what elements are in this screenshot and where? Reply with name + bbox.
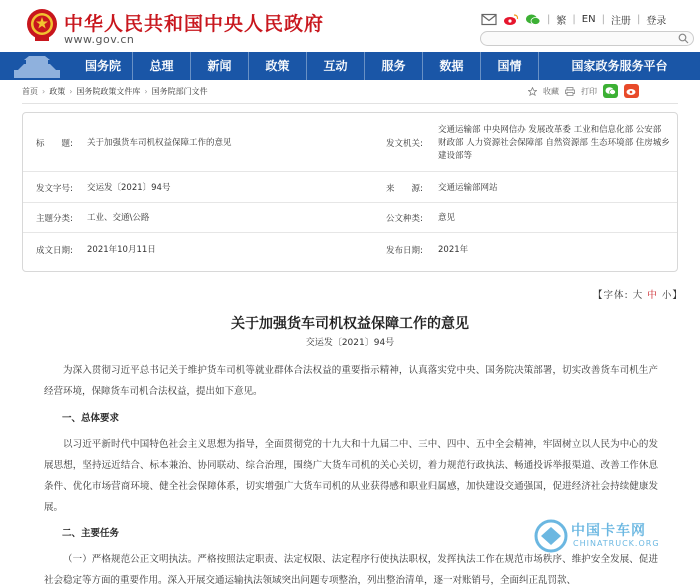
source-label: 来 源: [386,184,423,194]
doctype-value: 意见 [438,213,456,223]
weibo-share-icon[interactable] [624,84,639,98]
nav-item-state-council[interactable]: 国务院 [84,59,121,73]
mail-icon[interactable] [481,13,497,26]
breadcrumb-policy[interactable]: 政策 [49,87,66,96]
top-links [481,12,666,27]
lang-traditional-link[interactable]: 繁 [556,16,567,27]
info-row-title [23,113,677,172]
breadcrumb-dept-docs[interactable]: 国务院部门文件 [151,87,208,96]
pubdate-value: 2021年 [438,245,469,255]
breadcrumb [0,80,700,102]
star-icon[interactable] [528,87,537,96]
date-value: 2021年10月11日 [87,245,156,255]
main-nav [0,52,700,80]
separator: | [547,14,551,25]
nav-item-interaction[interactable]: 互动 [306,52,364,80]
chinatruck-watermark [533,516,693,556]
font-size-control [593,287,683,301]
source-value: 交通运输部网站 [438,183,498,193]
tiananmen-icon [0,52,74,80]
separator: | [572,14,576,25]
title-value: 关于加强货车司机权益保障工作的意见 [87,138,232,148]
docno-label: 发文字号: [36,184,73,194]
chinatruck-logo-icon [533,519,569,553]
font-medium-button[interactable]: 中 [647,290,658,301]
font-large-button[interactable]: 大 [632,290,644,301]
title-label: 标 题: [36,139,73,149]
nav-item-national-info[interactable]: 国情 [480,52,538,80]
nav-item-service[interactable]: 服务 [364,52,422,80]
wechat-icon[interactable] [525,13,541,26]
site-header [0,0,700,52]
breadcrumb-policy-library[interactable]: 国务院政策文件库 [76,87,141,96]
breadcrumb-separator-icon: › [144,87,148,96]
search-input[interactable] [480,31,694,46]
document-info-table [22,112,678,272]
article-docno: 交运发〔2021〕94号 [305,338,395,348]
page-actions [528,84,639,98]
favorite-button[interactable]: 收藏 [543,86,559,96]
section-heading-2: 二、主要任务 [62,528,120,539]
watermark-en-text: CHINATRUCK.ORG [573,539,660,548]
date-label: 成文日期: [36,246,73,256]
nav-item-premier[interactable]: 总理 [132,52,190,80]
separator: | [636,14,641,25]
info-row-docno [23,172,677,203]
search-icon[interactable] [678,33,689,44]
print-button[interactable]: 打印 [581,86,597,96]
site-title[interactable]: 中华人民共和国中央人民政府 [64,13,325,35]
breadcrumb-home[interactable]: 首页 [22,87,38,96]
font-small-button[interactable]: 小 [661,290,673,301]
lang-english-link[interactable]: EN [581,14,596,25]
nav-items [74,52,700,80]
pubdate-label: 发布日期: [386,246,423,256]
nav-item-policy[interactable]: 政策 [248,52,306,80]
breadcrumb-separator-icon: › [42,87,46,96]
breadcrumb-divider [22,103,678,104]
separator: | [601,14,605,25]
wechat-share-icon[interactable] [603,84,618,98]
topic-value: 工业、交通\公路 [87,213,150,223]
nav-banner [0,52,74,80]
login-link[interactable]: 登录 [646,16,667,27]
doctype-label: 公文种类: [386,214,423,224]
issuer-value: 交通运输部 中央网信办 发展改革委 工业和信息化部 公安部 财政部 人力资源社会保障部 自然资源部 生态环境部 住房城乡建设部等 [438,125,670,161]
section-body-1: 以习近平新时代中国特色社会主义思想为指导，全面贯彻党的十九大和十九届二中、三中、四中、五中全会精神，牢固树立以人民为中心的发展思想，坚持远近结合、标本兼治、协同联动、综合治理，围绕广大货车司机的关心关切，着力规范行政执法、畅通投诉举报渠道、改善工作休息条件、优化市场营商环境、健全社会保障体系，切实增强广大货车司机的从业获得感和职业归属感，加快建设交通强国，促进经济社会持续健康发展。 [44,439,658,513]
section-heading-1: 一、总体要求 [62,413,120,424]
docno-value: 交运发〔2021〕94号 [87,183,171,193]
breadcrumb-separator-icon: › [69,87,73,96]
issuer-label: 发文机关: [386,139,423,149]
topic-label: 主题分类: [36,214,73,224]
nav-item-data[interactable]: 数据 [422,52,480,80]
section-body-2: （一）严格规范公正文明执法。严格按照法定职责、法定权限、法定程序行使执法职权，发挥执法工作在规范市场秩序、维护安全发展、促进社会稳定等方面的重要作用。深入开展交通运输执法领域突出问题专项整治，列出整治清单，逐一对账销号，全面纠正乱罚款、 [44,554,658,586]
weibo-icon[interactable] [503,13,519,26]
article-intro: 为深入贯彻习近平总书记关于维护货车司机等就业群体合法权益的重要指示精神，认真落实党中央、国务院决策部署，切实改善货车司机生产经营环境，保障货车司机合法权益，提出如下意见。 [44,365,658,397]
register-link[interactable]: 注册 [610,16,631,27]
font-size-label: 【字体: [593,290,629,301]
article-title: 关于加强货车司机权益保障工作的意见 [231,316,469,332]
info-row-date [23,233,677,271]
watermark-cn-text: 中国卡车网 [571,523,646,539]
font-size-bracket: 】 [672,290,683,301]
site-url: www.gov.cn [64,33,135,46]
nav-item-news[interactable]: 新闻 [190,52,248,80]
breadcrumb-trail [22,86,208,97]
printer-icon[interactable] [565,87,575,96]
national-emblem-icon[interactable] [26,8,58,42]
nav-item-gov-service-platform[interactable]: 国家政务服务平台 [538,52,700,80]
info-row-topic [23,203,677,233]
